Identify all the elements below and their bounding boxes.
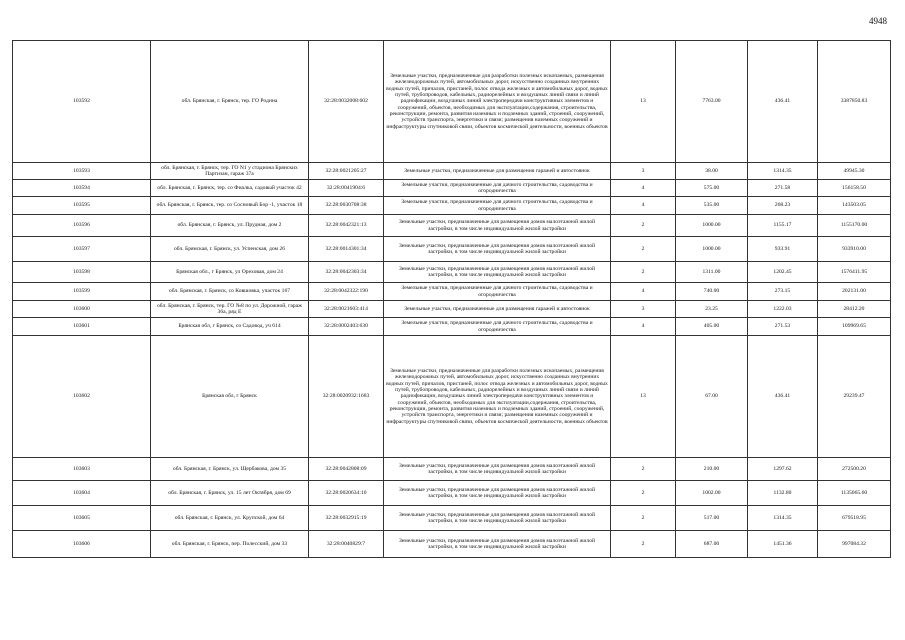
record-id-cell: 103597 bbox=[13, 237, 151, 262]
address-cell: обл. Брянская, г. Брянск, тер. со Сосновый Бор -1, участок 18 bbox=[151, 197, 309, 215]
table-row bbox=[13, 215, 891, 237]
address-cell: обл. Брянская, г. Брянск, тер. ГО №8 по ул. Дорожной, гараж 36а, ряд Е bbox=[151, 301, 309, 318]
cadastral-number-cell: 32:28:0042322:190 bbox=[309, 283, 384, 301]
land-use-cell: Земельные участки, предназначенные для разработки полезных ископаемых, размещения железнодорожных путей, автомобильных дорог, искусственно созданных внутренних водных путей, причалов, пристаней, полос отвода железных и автомобильных дорог, водных путей, трубопроводов, кабельных, радиорелейных и воздушных линий связи и линий радиофикации, воздушных линий электропередачи конструктивных элементов и сооружений, объектов, необходимых для эксплуатации,содержания, строительства, реконструкции, ремонта, развития наземных и подземных зданий, строений, сооружений, устройств транспорта, энергетики и связи; размещения наземных сооружений и инфраструктуры спутниковой связи, объектов космической деятельности, военных объектов bbox=[384, 41, 611, 163]
cadastral-value-cell: 28412.20 bbox=[818, 301, 891, 318]
address-cell: обл. Брянская, г. Брянск, ул. Крупской, дом 64 bbox=[151, 506, 309, 531]
cadastral-value-cell: 3387850.83 bbox=[818, 41, 891, 163]
address-cell: обл. Брянская, г. Брянск, тер. со Фиалка, садовый участок 42 bbox=[151, 180, 309, 197]
cadastral-number-cell: 32:28:0032915:19 bbox=[309, 506, 384, 531]
rate-cell: 1202.45 bbox=[748, 262, 818, 283]
land-use-cell: Земельные участки, предназначенные для дачного строительства, садоводства и огородничества bbox=[384, 197, 611, 215]
table-row bbox=[13, 180, 891, 197]
rate-cell: 1297.62 bbox=[748, 458, 818, 481]
area-cell: 405.00 bbox=[676, 318, 748, 336]
address-cell: обл. Брянская, г. Брянск, пер. Полесский, дом 33 bbox=[151, 531, 309, 558]
group-cell: 4 bbox=[611, 318, 676, 336]
cadastral-value-table bbox=[12, 40, 891, 558]
rate-cell: 273.15 bbox=[748, 283, 818, 301]
record-id-cell: 103604 bbox=[13, 481, 151, 506]
land-use-cell: Земельные участки, предназначенные для размещения домов малоэтажной жилой застройки, в том числе индивидуальной жилой застройки bbox=[384, 262, 611, 283]
address-cell: обл. Брянская, г. Брянск, со Ковшовка, участок 167 bbox=[151, 283, 309, 301]
land-use-cell: Земельные участки, предназначенные для дачного строительства, садоводства и огородничества bbox=[384, 283, 611, 301]
rate-cell: 436.41 bbox=[748, 336, 818, 458]
cadastral-value-cell: 933910.00 bbox=[818, 237, 891, 262]
cadastral-value-cell: 202131.00 bbox=[818, 283, 891, 301]
cadastral-number-cell: 32:28:0032008:602 bbox=[309, 41, 384, 163]
land-use-cell: Земельные участки, предназначенные для дачного строительства, садоводства и огородничества bbox=[384, 318, 611, 336]
record-id-cell: 103595 bbox=[13, 197, 151, 215]
address-cell: Брянская обл, г Брянск, со Садовод, уч 614 bbox=[151, 318, 309, 336]
rate-cell: 1314.35 bbox=[748, 163, 818, 180]
area-cell: 1311.00 bbox=[676, 262, 748, 283]
address-cell: обл. Брянская, г. Брянск, тер. ГО Родина bbox=[151, 41, 309, 163]
table-row bbox=[13, 458, 891, 481]
cadastral-number-cell: 32:28:0021603:414 bbox=[309, 301, 384, 318]
cadastral-value-cell: 997084.32 bbox=[818, 531, 891, 558]
table-row bbox=[13, 41, 891, 163]
group-cell: 13 bbox=[611, 41, 676, 163]
record-id-cell: 103601 bbox=[13, 318, 151, 336]
land-use-cell: Земельные участки, предназначенные для размещения домов малоэтажной жилой застройки, в том числе индивидуальной жилой застройки bbox=[384, 215, 611, 237]
table-row bbox=[13, 163, 891, 180]
cadastral-number-cell: 32:28:0030708:38 bbox=[309, 197, 384, 215]
record-id-cell: 103603 bbox=[13, 458, 151, 481]
cadastral-number-cell: 32:28:0041904:6 bbox=[309, 180, 384, 197]
record-id-cell: 103592 bbox=[13, 41, 151, 163]
cadastral-number-cell: 32:28:0020932:1683 bbox=[309, 336, 384, 458]
record-id-cell: 103593 bbox=[13, 163, 151, 180]
address-cell: Брянская обл., г Брянск, ул Ореховая, дом 24 bbox=[151, 262, 309, 283]
group-cell: 3 bbox=[611, 301, 676, 318]
area-cell: 7763.00 bbox=[676, 41, 748, 163]
area-cell: 1000.00 bbox=[676, 215, 748, 237]
cadastral-number-cell: 32:28:0042808:09 bbox=[309, 458, 384, 481]
cadastral-value-cell: 156158.50 bbox=[818, 180, 891, 197]
rate-cell: 271.53 bbox=[748, 318, 818, 336]
area-cell: 1000.00 bbox=[676, 237, 748, 262]
area-cell: 687.00 bbox=[676, 531, 748, 558]
area-cell: 38.00 bbox=[676, 163, 748, 180]
cadastral-number-cell: 32:28:0040829:7 bbox=[309, 531, 384, 558]
land-use-cell: Земельные участки, предназначенные для размещения домов малоэтажной жилой застройки, в том числе индивидуальной жилой застройки bbox=[384, 506, 611, 531]
rate-cell: 933.91 bbox=[748, 237, 818, 262]
cadastral-value-cell: 679518.95 bbox=[818, 506, 891, 531]
rate-cell: 1314.35 bbox=[748, 506, 818, 531]
table-row bbox=[13, 506, 891, 531]
table-row bbox=[13, 301, 891, 318]
group-cell: 2 bbox=[611, 506, 676, 531]
rate-cell: 1132.80 bbox=[748, 481, 818, 506]
rate-cell: 268.23 bbox=[748, 197, 818, 215]
record-id-cell: 103602 bbox=[13, 336, 151, 458]
area-cell: 740.00 bbox=[676, 283, 748, 301]
rate-cell: 1222.03 bbox=[748, 301, 818, 318]
land-use-cell: Земельные участки, предназначенные для размещения домов малоэтажной жилой застройки, в том числе индивидуальной жилой застройки bbox=[384, 237, 611, 262]
land-use-cell: Земельные участки, предназначенные для размещения гаражей и автостоянок bbox=[384, 163, 611, 180]
rate-cell: 271.58 bbox=[748, 180, 818, 197]
cadastral-number-cell: 32:28:0042303:34 bbox=[309, 262, 384, 283]
group-cell: 3 bbox=[611, 163, 676, 180]
group-cell: 2 bbox=[611, 215, 676, 237]
address-cell: Брянская обл, г Брянск bbox=[151, 336, 309, 458]
record-id-cell: 103596 bbox=[13, 215, 151, 237]
area-cell: 1002.00 bbox=[676, 481, 748, 506]
area-cell: 23.25 bbox=[676, 301, 748, 318]
cadastral-value-cell: 143503.05 bbox=[818, 197, 891, 215]
cadastral-number-cell: 32:28:0002403:630 bbox=[309, 318, 384, 336]
table-row bbox=[13, 336, 891, 458]
land-use-cell: Земельные участки, предназначенные для размещения домов малоэтажной жилой застройки, в том числе индивидуальной жилой застройки bbox=[384, 481, 611, 506]
address-cell: обл. Брянская, г. Брянск, тер. ГО N1 у стадиона Брянских Партизан, гараж 37а bbox=[151, 163, 309, 180]
cadastral-value-cell: 1155170.00 bbox=[818, 215, 891, 237]
area-cell: 535.00 bbox=[676, 197, 748, 215]
record-id-cell: 103600 bbox=[13, 301, 151, 318]
cadastral-number-cell: 32:28:0020634:10 bbox=[309, 481, 384, 506]
group-cell: 4 bbox=[611, 283, 676, 301]
group-cell: 2 bbox=[611, 237, 676, 262]
cadastral-value-cell: 272500.20 bbox=[818, 458, 891, 481]
land-use-cell: Земельные участки, предназначенные для размещения домов малоэтажной жилой застройки, в том числе индивидуальной жилой застройки bbox=[384, 458, 611, 481]
area-cell: 517.00 bbox=[676, 506, 748, 531]
cadastral-number-cell: 32:28:0014301:34 bbox=[309, 237, 384, 262]
table-row bbox=[13, 197, 891, 215]
cadastral-value-cell: 1576411.95 bbox=[818, 262, 891, 283]
group-cell: 2 bbox=[611, 262, 676, 283]
rate-cell: 1451.36 bbox=[748, 531, 818, 558]
group-cell: 4 bbox=[611, 180, 676, 197]
cadastral-value-cell: 1135065.60 bbox=[818, 481, 891, 506]
group-cell: 13 bbox=[611, 336, 676, 458]
rate-cell: 1155.17 bbox=[748, 215, 818, 237]
area-cell: 575.00 bbox=[676, 180, 748, 197]
group-cell: 2 bbox=[611, 458, 676, 481]
address-cell: обл. Брянская, г. Брянск, ул. Прудная, дом 2 bbox=[151, 215, 309, 237]
record-id-cell: 103594 bbox=[13, 180, 151, 197]
table-row bbox=[13, 318, 891, 336]
group-cell: 2 bbox=[611, 531, 676, 558]
record-id-cell: 103606 bbox=[13, 531, 151, 558]
cadastral-value-cell: 109969.65 bbox=[818, 318, 891, 336]
rate-cell: 436.41 bbox=[748, 41, 818, 163]
group-cell: 2 bbox=[611, 481, 676, 506]
page-number: 4948 bbox=[869, 16, 887, 26]
table-row bbox=[13, 262, 891, 283]
address-cell: обл. Брянская, г. Брянск, ул. Успенская, дом 26 bbox=[151, 237, 309, 262]
record-id-cell: 103598 bbox=[13, 262, 151, 283]
address-cell: обл. Брянская, г. Брянск, ул. Щербакова, дом 35 bbox=[151, 458, 309, 481]
cadastral-value-cell: 49945.30 bbox=[818, 163, 891, 180]
table-row bbox=[13, 237, 891, 262]
cadastral-number-cell: 32:28:0021205:27 bbox=[309, 163, 384, 180]
area-cell: 67.00 bbox=[676, 336, 748, 458]
record-id-cell: 103599 bbox=[13, 283, 151, 301]
cadastral-number-cell: 32:28:0042321:13 bbox=[309, 215, 384, 237]
table-row bbox=[13, 531, 891, 558]
address-cell: обл. Брянская, г. Брянск, ул. 15 лет Октября, дом 69 bbox=[151, 481, 309, 506]
land-use-cell: Земельные участки, предназначенные для размещения домов малоэтажной жилой застройки, в том числе индивидуальной жилой застройки bbox=[384, 531, 611, 558]
record-id-cell: 103605 bbox=[13, 506, 151, 531]
land-use-cell: Земельные участки, предназначенные для разработки полезных ископаемых, размещения железнодорожных путей, автомобильных дорог, искусственно созданных внутренних водных путей, причалов, пристаней, полос отвода железных и автомобильных дорог, водных путей, трубопроводов, кабельных, радиорелейных и воздушных линий связи и линий радиофикации, воздушных линий электропередачи конструктивных элементов и сооружений, объектов, необходимых для эксплуатации,содержания, строительства, реконструкции, ремонта, развития наземных и подземных зданий, строений, сооружений, устройств транспорта, энергетики и связи; размещения наземных сооружений и инфраструктуры спутниковой связи, объектов космической деятельности, военных объектов bbox=[384, 336, 611, 458]
land-use-cell: Земельные участки, предназначенные для размещения гаражей и автостоянок bbox=[384, 301, 611, 318]
group-cell: 4 bbox=[611, 197, 676, 215]
table-row bbox=[13, 283, 891, 301]
table-row bbox=[13, 481, 891, 506]
area-cell: 210.00 bbox=[676, 458, 748, 481]
land-use-cell: Земельные участки, предназначенные для дачного строительства, садоводства и огородничества bbox=[384, 180, 611, 197]
cadastral-value-cell: 29239.47 bbox=[818, 336, 891, 458]
